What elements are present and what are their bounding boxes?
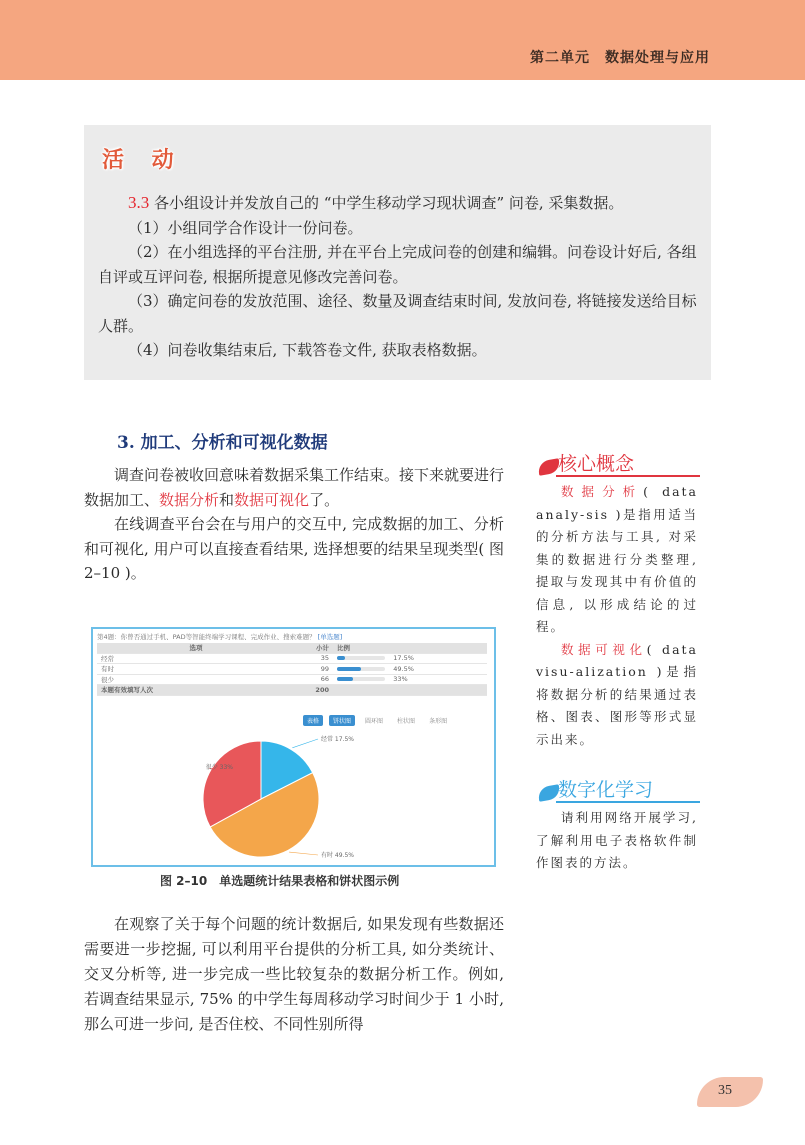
bar-chart-button[interactable]: 条形图	[429, 718, 448, 725]
pie-label: 很少 33%	[205, 764, 233, 771]
ratio-label: 49.5%	[393, 664, 414, 673]
activity-step-4: （4）问卷收集结束后, 下载答卷文件, 获取表格数据。	[128, 341, 487, 359]
activity-step-3: （3）确定问卷的发放范围、途径、数量及调查结束时间, 发放问卷, 将链接发送给目标人群。	[98, 292, 697, 335]
concept-2	[536, 639, 698, 752]
paragraph-1	[84, 463, 504, 512]
header-band	[0, 0, 805, 80]
term-data-visualization: 数据可视化	[234, 490, 310, 509]
ratio-label: 33%	[393, 675, 408, 684]
option-label: 有时	[97, 664, 295, 675]
activity-step-2: （2）在小组选择的平台注册, 并在平台上完成问卷的创建和编辑。问卷设计好后, 各组自评或互评问卷, 根据所提意见修改完善问卷。	[98, 243, 697, 286]
question-text: 第4题：你曾否通过手机、PAD等智能终端学习课程、完成作业、搜索难题？	[97, 633, 316, 641]
option-label: 经常	[97, 653, 295, 664]
donut-chart-button[interactable]: 圆环图	[365, 718, 384, 725]
option-count: 35	[295, 653, 333, 664]
option-count: 66	[295, 674, 333, 685]
activity-text	[98, 191, 698, 363]
body-text-2	[84, 912, 504, 1037]
option-label: 很少	[97, 674, 295, 685]
pie-leader-line	[289, 852, 318, 855]
table-view-button[interactable]: 表格	[303, 715, 323, 726]
body-text-1	[84, 463, 504, 586]
pie-chart	[93, 629, 494, 865]
concept-1	[536, 481, 698, 639]
figure-caption: 图 2–10 单选题统计结果表格和饼状图示例	[160, 874, 400, 888]
concept-def-1: ( data analy-sis )是指用适当的分析方法与工具, 对采集的数据进行分类整理, 提取与发现其中有价值的信息, 以形成结论的过程。	[536, 484, 698, 634]
concept-term-2: 数据可视化	[561, 641, 647, 657]
footer-label: 本题有效填写人次	[97, 685, 295, 696]
activity-box	[84, 125, 711, 380]
col-count: 小计	[295, 643, 333, 653]
activity-intro-text: 各小组设计并发放自己的 “中学生移动学习现状调查” 问卷, 采集数据。	[149, 194, 624, 212]
heading-underline	[556, 801, 700, 803]
digital-learning-text	[536, 807, 698, 875]
digital-learning-title: 数字化学习	[558, 779, 654, 801]
pie-chart-button[interactable]: 饼状图	[329, 715, 355, 726]
activity-number: 3.3	[128, 193, 150, 212]
term-data-analysis: 数据分析	[159, 490, 220, 509]
core-concept-heading	[538, 449, 700, 479]
para1-text-b: 和	[219, 490, 235, 509]
footer-value: 200	[295, 685, 333, 696]
concept-term-1: 数据分析	[561, 484, 644, 499]
para1-text-a: 调查问卷被收回意味着数据采集工作结束。接下来就要进行数据加工、	[84, 466, 505, 509]
activity-label: 活 动	[102, 148, 184, 173]
question-type-link[interactable]: [单选题]	[317, 633, 343, 641]
column-chart-button[interactable]: 柱状图	[397, 718, 416, 725]
paragraph-2: 在线调查平台会在与用户的交互中, 完成数据的加工、分析和可视化, 用户可以直接查看结果, 选择想要的结果呈现类型( 图 2–10 )。	[84, 515, 504, 582]
pie-leader-line	[292, 739, 318, 748]
pie-label: 经常 17.5%	[321, 736, 354, 743]
core-concept-title: 核心概念	[558, 453, 635, 475]
core-concept-text	[536, 481, 698, 751]
option-count: 99	[295, 664, 333, 675]
concept-def-2: ( data visu-alization )是指将数据分析的结果通过表格、图表、图形等形式显示出来。	[536, 641, 698, 747]
survey-result-figure	[91, 627, 496, 867]
section-title: 3. 加工、分析和可视化数据	[117, 433, 328, 453]
paragraph-3: 在观察了关于每个问题的统计数据后, 如果发现有些数据还需要进一步挖掘, 可以利用平台提供的分析工具, 如分类统计、交叉分析等, 进一步完成一些比较复杂的数据分析工作。例如, 若调查结果显示, 75% 的中学生每周移动学习时间少于 1 小时, 那么可进一步问, 是否住校、不同性别所得	[84, 915, 504, 1033]
activity-step-1: （1）小组同学合作设计一份问卷。	[128, 218, 363, 237]
col-ratio: 比例	[333, 643, 487, 653]
digital-learning-heading	[538, 775, 700, 805]
heading-underline	[556, 475, 700, 477]
page-number: 35	[718, 1083, 732, 1098]
para1-text-c: 了。	[309, 490, 340, 509]
pie-label: 有时 49.5%	[321, 852, 354, 859]
unit-title: 第二单元 数据处理与应用	[530, 50, 710, 66]
ratio-label: 17.5%	[393, 654, 414, 663]
digital-learning-paragraph: 请利用网络开展学习, 了解利用电子表格软件制作图表的方法。	[536, 810, 698, 870]
activity-intro	[98, 191, 698, 216]
col-option: 选项	[97, 643, 295, 653]
